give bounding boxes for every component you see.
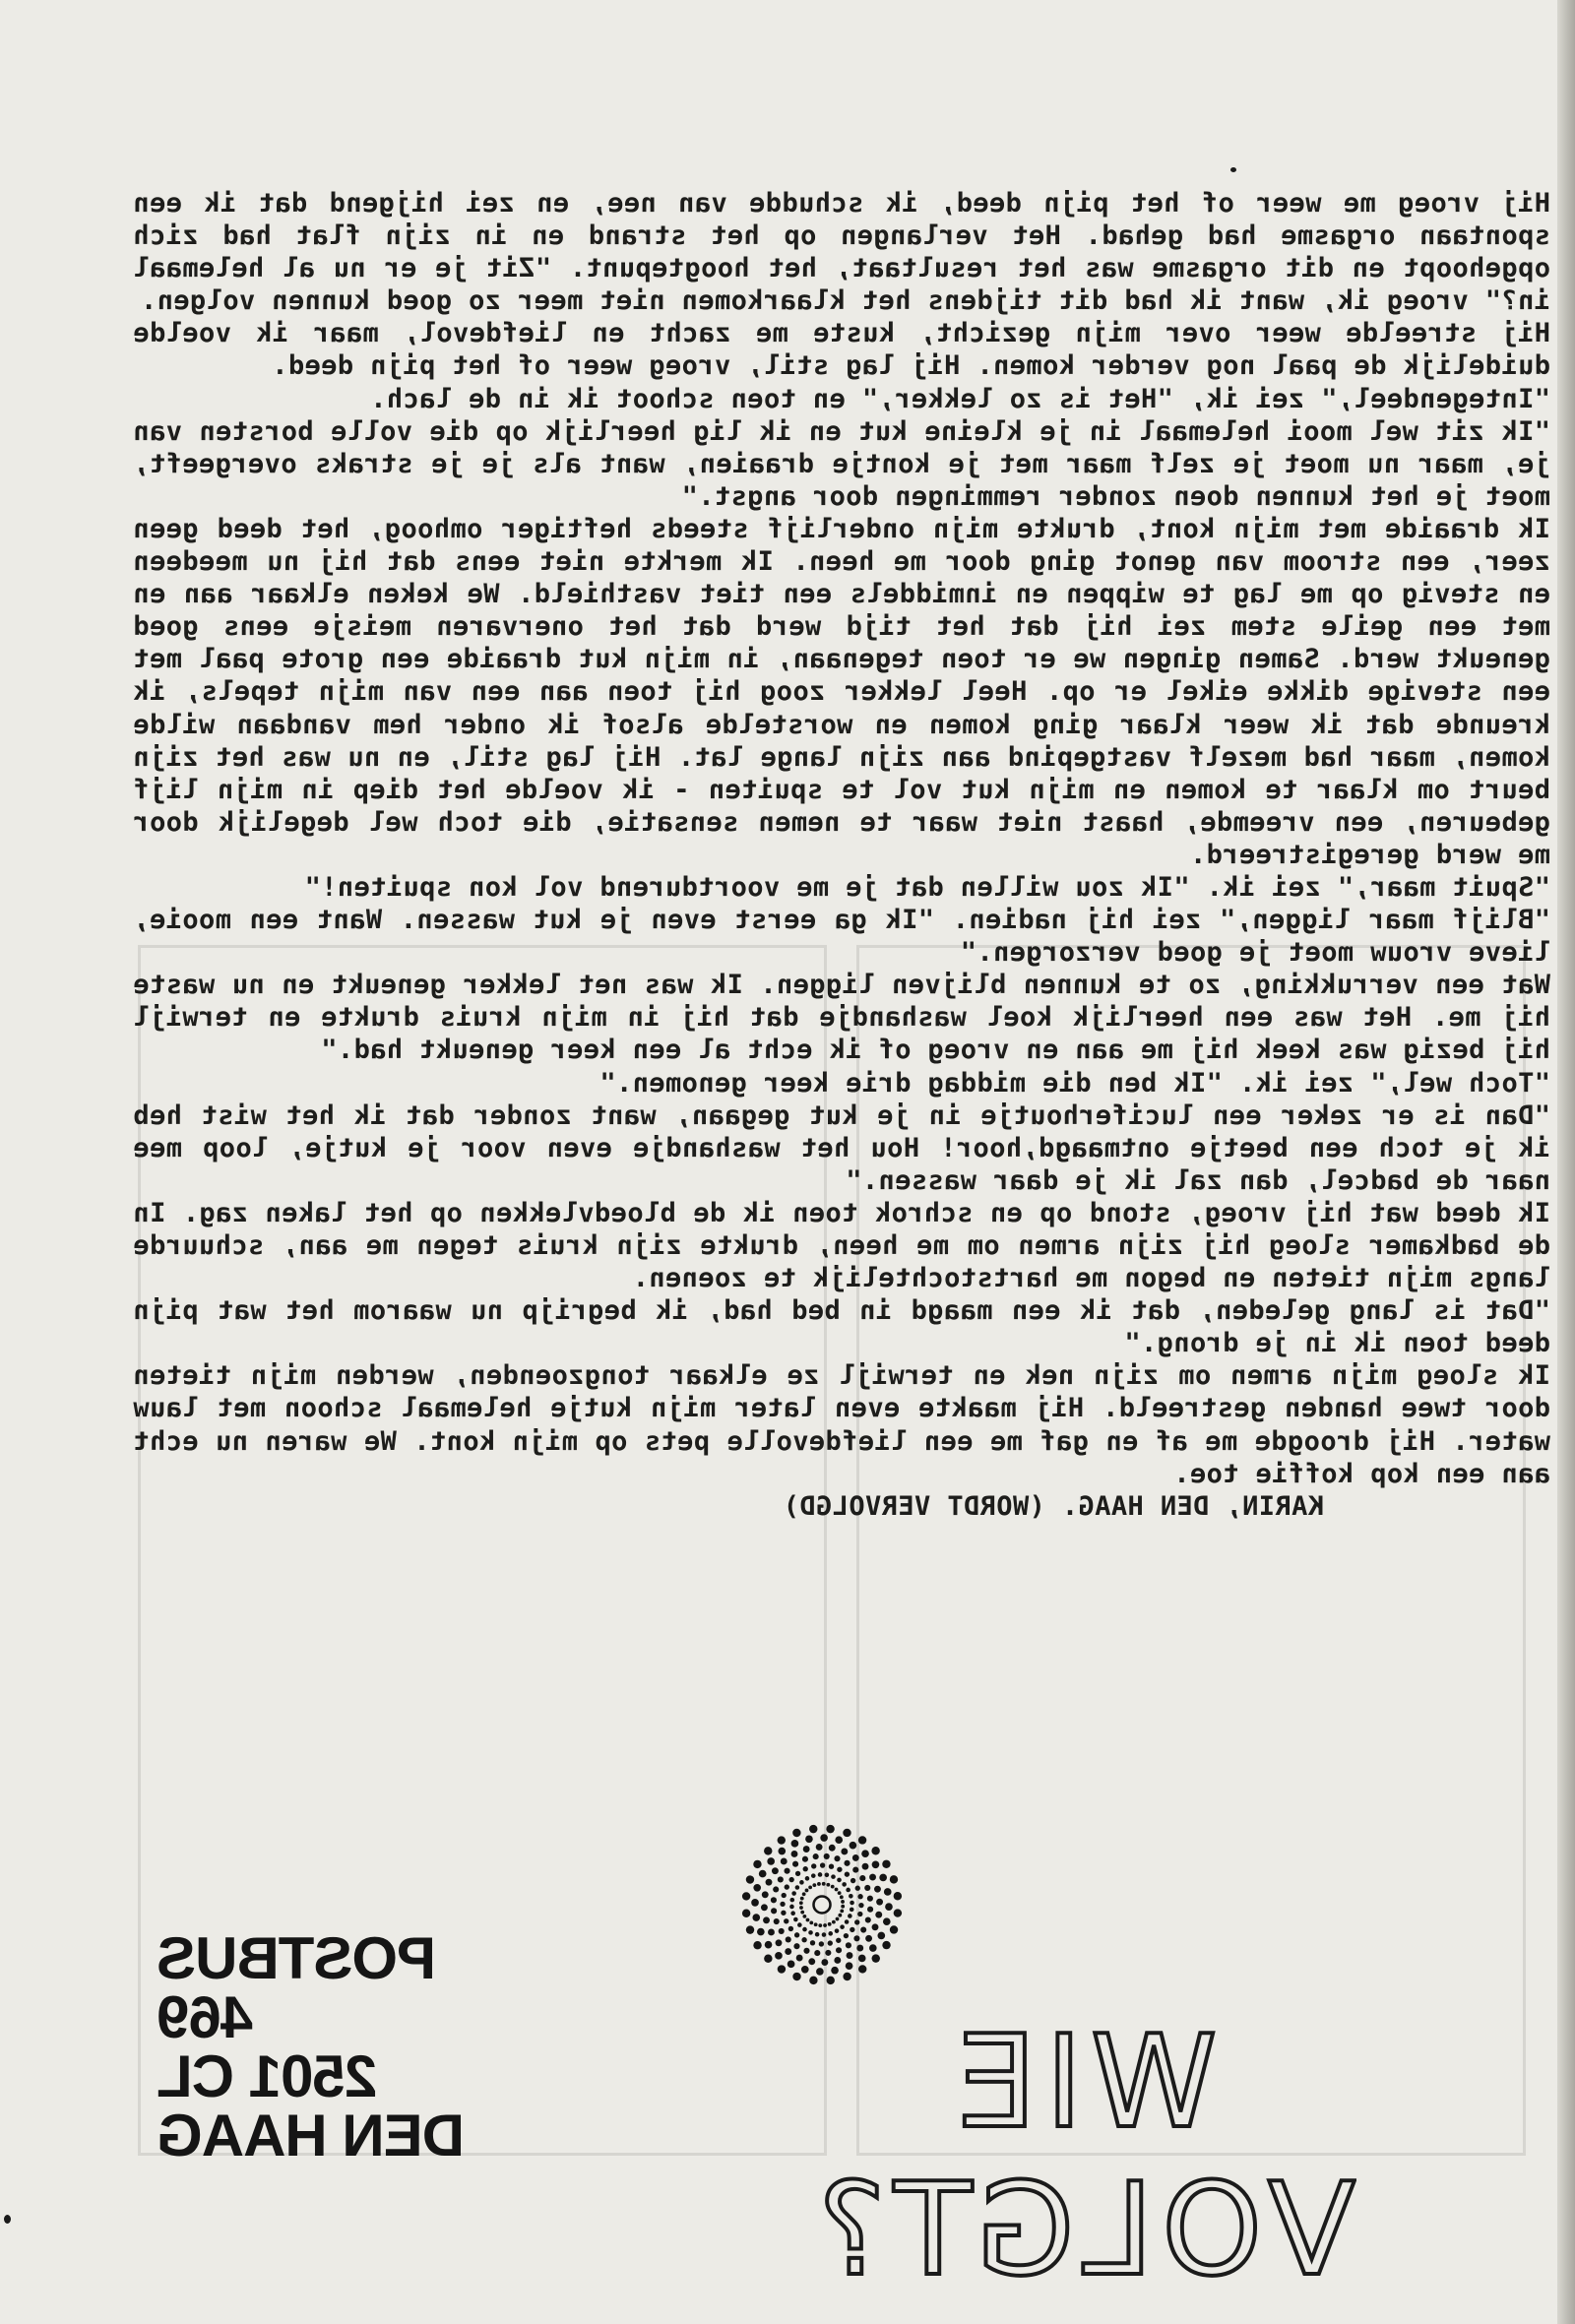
address-line: 2501 CL (158, 2043, 378, 2109)
burst-dot (838, 1891, 842, 1895)
burst-dot (778, 1965, 786, 1973)
burst-dot (876, 1899, 883, 1906)
burst-dot (767, 1857, 775, 1865)
burst-dot (814, 1950, 820, 1956)
burst-dot (827, 1977, 835, 1984)
burst-dot (835, 1928, 840, 1933)
burst-dot (821, 1959, 828, 1966)
burst-dot (858, 1955, 866, 1963)
burst-dot (785, 1884, 789, 1889)
burst-dot (834, 1957, 841, 1964)
burst-dot (852, 1854, 859, 1861)
burst-dot (826, 1825, 834, 1833)
article-paragraph: "Ik zit wel mooi helemaal in je kleine kut en ik lig heerlijk op die volle borsten van je, maar nu moet je zelf maar met je kontje draaien, want als je je straks overgeeft, moet je het kunnen doen zonder remmingen door angst." (133, 415, 1550, 512)
burst-dot (809, 1977, 817, 1984)
burst-dot (805, 1876, 810, 1881)
burst-dot (841, 1905, 845, 1909)
burst-dot (822, 1882, 826, 1886)
burst-dot (894, 1892, 902, 1900)
burst-dot (865, 1935, 872, 1942)
burst-dot (831, 1885, 835, 1889)
burst-dot (858, 1903, 863, 1908)
burst-dot (820, 1862, 825, 1867)
article-paragraph: "Spuit maar," zei ik. "Ik zou willen dat je me voortdurend vol kon spuiten!" (304, 871, 1550, 903)
burst-dot (802, 1927, 807, 1932)
burst-dot (885, 1903, 893, 1911)
burst-dot (778, 1836, 786, 1844)
burst-dot (883, 1917, 891, 1925)
burst-dot (792, 1973, 800, 1980)
burst-dot (764, 1955, 772, 1963)
burst-dot (874, 1886, 881, 1893)
article-paragraph: Hij vroeg me weer of het pijn deed, ik schudde van nee, en zei hijgend dat ik een spontaan orgasme had gehad. Het verlangen op het strand en in zijn flat had zich opgehoopt en dit orgasme was het resultaat, het hoogtepunt. "Zit je er nu al helemaal in?" vroeg ik, want ik had dit tijdens het klaarkomen niet meer zo goed kunnen volgen. (133, 188, 1550, 317)
burst-dot (801, 1966, 809, 1974)
burst-dot (791, 1851, 798, 1857)
burst-dot (872, 1860, 880, 1868)
burst-dot (840, 1924, 845, 1929)
burst-dot (789, 1905, 794, 1910)
burst-dot (845, 1919, 850, 1924)
burst-dot (834, 1855, 840, 1861)
burst-dot (772, 1867, 779, 1874)
burst-dot (765, 1941, 773, 1949)
burst-dot (814, 1922, 818, 1926)
article-paragraph: "Integendeel," zei ik, "Het is zo lekker," en toen schoot ik in de lach. (369, 383, 1550, 414)
burst-dot (794, 1932, 799, 1937)
burst-dot (865, 1916, 871, 1922)
burst-dot (809, 1920, 813, 1924)
burst-dot (835, 1888, 839, 1892)
burst-dot (857, 1912, 862, 1916)
burst-dot (753, 1884, 761, 1892)
burst-dot (843, 1829, 850, 1837)
burst-dot (792, 1829, 800, 1837)
burst-dot (869, 1944, 877, 1952)
address-line: POSTBUS 469 (158, 1925, 437, 2050)
burst-dot (788, 1960, 795, 1968)
burst-dot (850, 1901, 854, 1906)
burst-dot (884, 1888, 892, 1896)
burst-dot (812, 1883, 816, 1887)
burst-dot (808, 1958, 815, 1965)
burst-dot (788, 1926, 793, 1931)
burst-dot (890, 1925, 898, 1933)
article-paragraph: Ik draaide met mijn kont, drukte mijn onderlijf steeds heftiger omhoog, het deed geen zeer, een stroom van genot ging door me heen. Ik merkte niet eens dat hij nu meedeen en stevig op me lag te wippen en inmiddels een tiet vasthield. We keken elkaar aan en met een geile stem zei hij dat het tijd werd dat het onervaren meisje eens goed geneukt werd. Samen gingen we er toen tegenaan, in mijn kut draaide een grote paal met een stevige dikke eikel er op. Heel lekker zoog hij toen aan een van mijn tepels, ik kreunde dat ik weer klaar ging komen en worstelde alsof ik onder hem vandaan wilde komen, maar had mezelf vastgepind aan zijn lange lat. Hij lag stil, en nu was het zijn beurt om klaar te komen en mijn kut vol te spuiten - ik voelde het diep in mijn lijf gebeuren, een vreemde, haast niet waar te nemen sensatie, die toch wel degelijk door me werd geregistreerd. (133, 513, 1550, 870)
burst-dot (831, 1967, 839, 1975)
article-paragraph: "Dat is lang geleden, dat ik een maagd in bed had, ik begrijp nu waarom het wat pijn deed toen ik in je drong." (133, 1295, 1550, 1359)
burst-dot (742, 1910, 750, 1917)
burst-dot (759, 1870, 767, 1878)
burst-dot (784, 1918, 788, 1923)
burst-dot (778, 1876, 784, 1882)
burst-dot (778, 1848, 786, 1855)
burst-dot (882, 1941, 890, 1949)
burst-dot (768, 1929, 775, 1936)
burst-dot (842, 1882, 847, 1887)
burst-dot (841, 1849, 848, 1855)
burst-dot (781, 1911, 786, 1916)
burst-dot (746, 1925, 754, 1933)
burst-dot (764, 1847, 772, 1854)
burst-dot (890, 1875, 898, 1883)
burst-dot (766, 1879, 773, 1886)
burst-dot (877, 1932, 885, 1940)
postal-address (158, 1925, 482, 2168)
burst-dot (850, 1842, 857, 1850)
burst-dot (855, 1886, 860, 1891)
burst-dot (850, 1878, 855, 1883)
burst-dot (850, 1908, 854, 1913)
burst-dot (845, 1871, 850, 1876)
burst-dot (763, 1916, 770, 1923)
burst-dot (753, 1860, 761, 1868)
burst-dot (835, 1836, 843, 1844)
burst-dot (856, 1945, 863, 1952)
burst-dot (882, 1860, 890, 1868)
burst-dot (802, 1856, 808, 1862)
burst-dot (841, 1900, 845, 1904)
burst-dot (826, 1883, 830, 1887)
burst-dot (762, 1891, 769, 1898)
burst-dot (811, 1863, 816, 1868)
burst-dot (836, 1938, 841, 1943)
mirrored-article (133, 187, 1550, 1523)
burst-dot (818, 1923, 822, 1927)
burst-dot (832, 1920, 836, 1924)
burst-dot (803, 1846, 810, 1853)
address-line: DEN HAAG (158, 2103, 466, 2168)
burst-dot (816, 1968, 824, 1976)
burst-dot (792, 1861, 798, 1867)
burst-dot (824, 1853, 830, 1859)
burst-dot (779, 1928, 785, 1934)
burst-dot (805, 1835, 813, 1843)
burst-dot (796, 1955, 803, 1962)
burst-dot (846, 1962, 853, 1970)
burst-dot (800, 1911, 804, 1915)
burst-dot (802, 1915, 806, 1918)
burst-dot (799, 1906, 803, 1910)
burst-dot (871, 1847, 879, 1854)
burst-dot (838, 1914, 842, 1917)
article-paragraph: Ik deed wat hij vroeg, stond op en schrok toen ik de bloedvlekken op het laken zag. In de badkamer sloeg hij zijn armen om me heen, drukte zijn kruis tegen me aan, schuurde langs mijn tieten en begon me hartstochtelijk te zoenen. (133, 1197, 1550, 1294)
speck (1230, 167, 1236, 172)
article-paragraph: Ik sloeg mijn armen om zijn nek en terwijl ze elkaar tongzoenden, werden mijn tieten door twee handen gestreeld. Hij maakte even later mijn kutje helemaal schoon met lauw water. Hij droogde me af en gaf me een liefdevolle pets op mijn kont. We waren nu echt aan een kop koffie toe. (133, 1360, 1550, 1489)
burst-dot (850, 1927, 854, 1932)
burst-dot (793, 1943, 799, 1949)
burst-dot (867, 1907, 873, 1913)
burst-dot (795, 1885, 800, 1890)
burst-dot (831, 1874, 836, 1879)
burst-dot (859, 1875, 865, 1881)
burst-dot (773, 1886, 779, 1892)
burst-dot (836, 1947, 842, 1953)
burst-dot (818, 1872, 823, 1877)
burst-dot (811, 1873, 816, 1878)
burst-dot (803, 1866, 808, 1871)
burst-dot (746, 1875, 754, 1883)
burst-dot (825, 1950, 831, 1956)
burst-dot (753, 1941, 761, 1949)
page-edge-shadow (1557, 0, 1575, 2324)
burst-dot (815, 1932, 820, 1937)
burst-dot (828, 1940, 833, 1945)
article-paragraph: Hij streelde weer over mijn gezicht, kuste me zacht en liefdevol, maar ik voelde duidelijk de paal nog verder komen. Hij lag stil, vroeg weer of het pijn deed. (133, 318, 1550, 382)
burst-dot (806, 1918, 810, 1922)
burst-dot (800, 1897, 804, 1901)
burst-dot (820, 1834, 828, 1842)
burst-dot (840, 1895, 844, 1899)
burst-dot (847, 1952, 853, 1959)
burst-dot (799, 1901, 803, 1905)
burst-dot (789, 1898, 794, 1903)
burst-dot (837, 1867, 842, 1872)
burst-dot (781, 1858, 788, 1865)
burst-dot (879, 1874, 887, 1882)
burst-dot (861, 1850, 869, 1857)
burst-dot (802, 1892, 806, 1896)
burst-dot (795, 1871, 800, 1876)
footer-headline: WIE VOLGT? (810, 2007, 1355, 2304)
burst-dot (785, 1868, 790, 1874)
burst-dot (799, 1880, 804, 1885)
burst-dot (752, 1914, 760, 1921)
burst-dot (858, 1965, 866, 1973)
burst-dot (844, 1933, 849, 1938)
burst-dot (872, 1954, 880, 1962)
burst-dot (872, 1923, 879, 1930)
burst-dot (857, 1894, 862, 1899)
burst-dot (828, 1922, 832, 1926)
burst-dot (790, 1911, 795, 1916)
burst-dot (774, 1918, 780, 1924)
starburst-ornament-icon (738, 1821, 906, 1988)
burst-dot (836, 1917, 840, 1921)
burst-dot (780, 1902, 785, 1907)
burst-dot (860, 1926, 866, 1932)
burst-dot (742, 1892, 750, 1900)
burst-dot (854, 1919, 859, 1924)
burst-dot (776, 1939, 783, 1946)
burst-dot (785, 1948, 791, 1955)
burst-dot (858, 1836, 866, 1844)
burst-dot (813, 1853, 819, 1859)
burst-dot (757, 1928, 765, 1936)
burst-dot (771, 1908, 777, 1914)
burst-dot (864, 1885, 870, 1891)
burst-dot (862, 1863, 869, 1870)
burst-dot (869, 1874, 876, 1881)
burst-dot (852, 1867, 858, 1873)
burst-core (814, 1897, 831, 1914)
article-paragraph: "Blijf maar liggen," zei hij nadien. "Ik ga eerst even je kut wassen. Want een mooie, lieve vrouw moet je goed verzorgen." (133, 905, 1550, 969)
burst-dot (782, 1893, 787, 1898)
burst-dot (751, 1899, 759, 1907)
burst-dot (805, 1889, 809, 1893)
burst-dot (775, 1952, 783, 1960)
burst-dot (761, 1904, 768, 1911)
burst-dot (829, 1845, 836, 1852)
burst-dot (846, 1888, 850, 1893)
burst-dot (828, 1931, 833, 1936)
burst-dot (788, 1877, 793, 1882)
burst-dot (808, 1885, 812, 1889)
article-paragraph: "Dan is er zeker een luciferhoutje in je kut gegaan, want zonder dat ik het wist heb ik je toch een beetje ontmaagd,hoor! Hou het washandje even voor je kutje, loop mee naar de badcel, dan zal ik je daar wassen." (133, 1099, 1550, 1196)
burst-dot (786, 1936, 791, 1942)
burst-dot (843, 1973, 850, 1980)
burst-dot (801, 1937, 806, 1942)
burst-dot (829, 1864, 834, 1869)
burst-dot (848, 1914, 852, 1918)
burst-dot (819, 1941, 824, 1946)
burst-dot (875, 1912, 882, 1918)
burst-dot (837, 1878, 842, 1883)
burst-dot (825, 1872, 830, 1877)
burst-dot (849, 1894, 853, 1899)
burst-dot (853, 1935, 859, 1941)
burst-dot (791, 1891, 796, 1896)
burst-dot (809, 1825, 817, 1833)
speck (4, 2215, 11, 2224)
article-paragraph: "Toch wel," zei ik. "Ik ben die middag drie keer genomen." (598, 1067, 1550, 1099)
burst-dot (803, 1948, 809, 1954)
burst-dot (846, 1942, 851, 1948)
burst-dot (867, 1896, 873, 1902)
article-paragraph: Wat een verrukking, zo te kunnen blijven liggen. Ik was net lekker geneukt en nu waste hij me. Het was een heerlijk koel washandje dat hij in mijn kruis drukte en terwijl hij bezig was keek hij me aan en vroeg of ik echt al een keer geneukt had." (133, 970, 1550, 1066)
burst-dot (840, 1909, 844, 1913)
article-signature: KARIN, DEN HAAG. (WORDT VERVOLGD) (783, 1490, 1324, 1522)
burst-dot (793, 1917, 798, 1922)
burst-dot (816, 1844, 823, 1851)
burst-dot (823, 1923, 827, 1927)
burst-dot (797, 1922, 802, 1927)
burst-dot (894, 1909, 902, 1916)
burst-dot (822, 1932, 827, 1937)
burst-dot (817, 1882, 821, 1886)
burst-dot (810, 1940, 815, 1945)
burst-dot (791, 1840, 799, 1848)
burst-dot (808, 1930, 813, 1935)
burst-dot (771, 1897, 777, 1903)
burst-dot (844, 1860, 850, 1866)
